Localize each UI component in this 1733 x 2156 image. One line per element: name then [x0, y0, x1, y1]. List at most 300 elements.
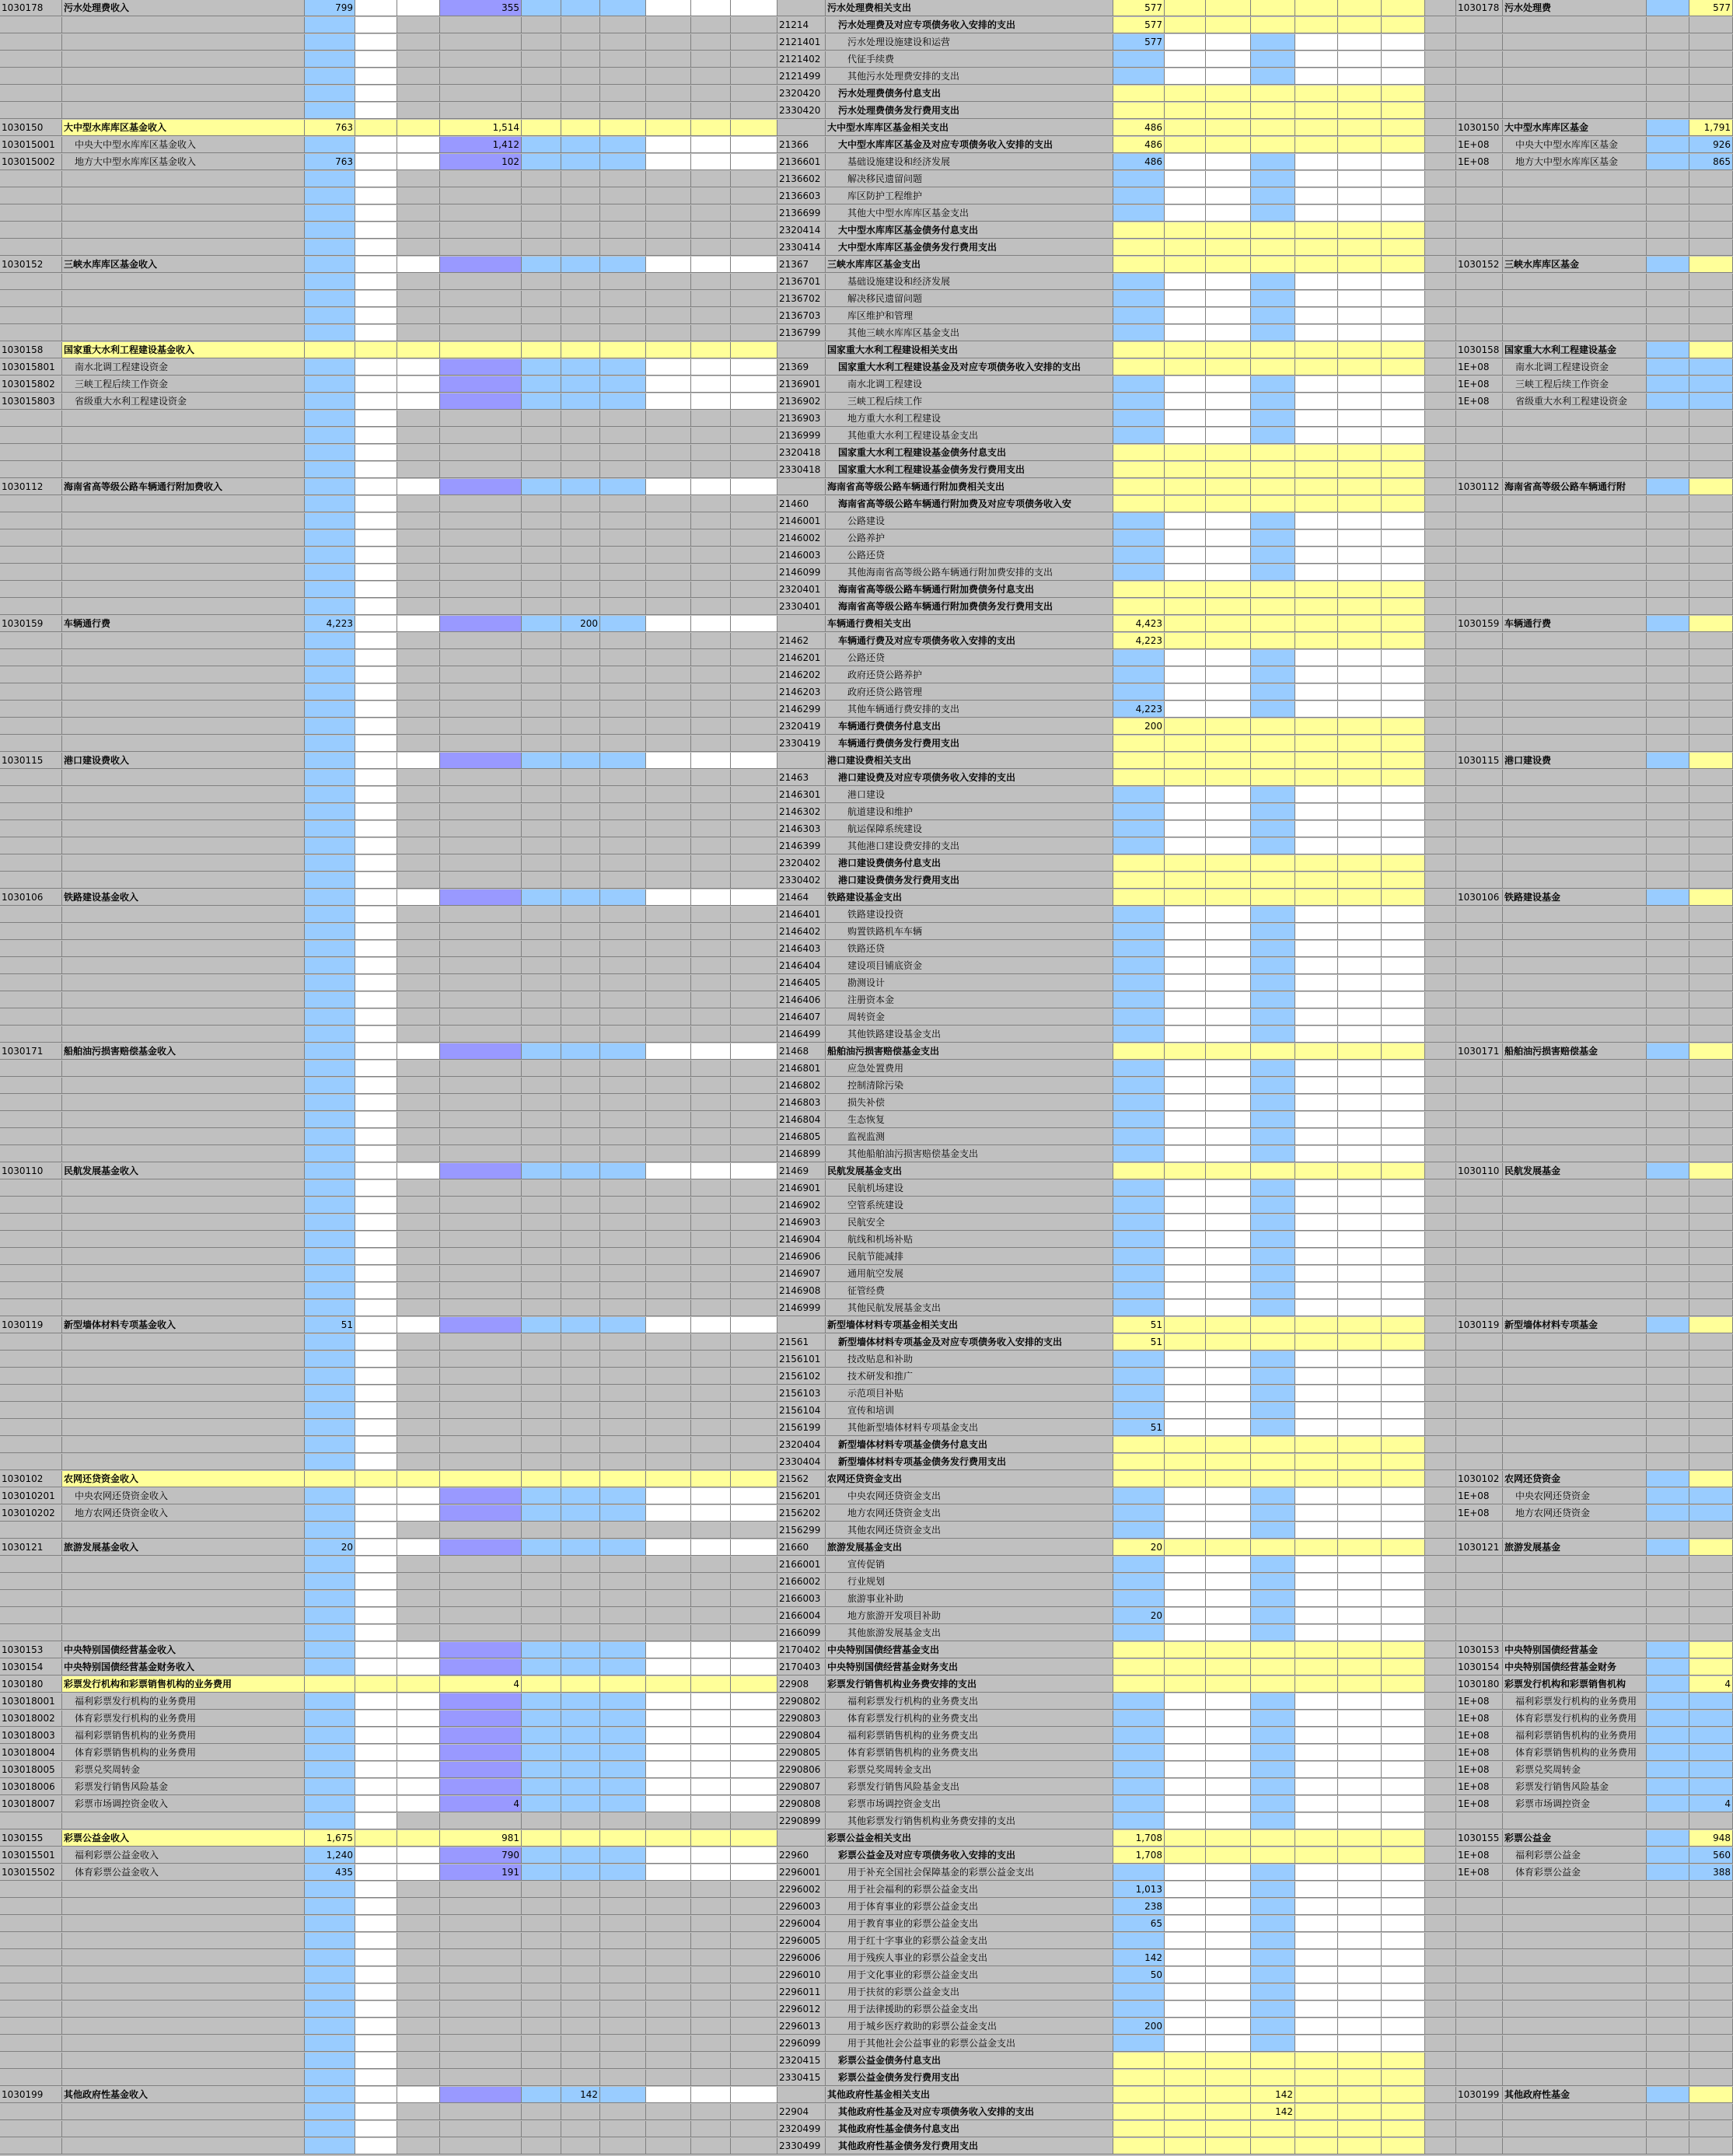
empty-cell[interactable]	[397, 1539, 440, 1556]
expense-value-cell[interactable]	[1251, 257, 1295, 273]
income-value-cell[interactable]	[440, 975, 522, 991]
income-value-cell[interactable]	[561, 205, 600, 222]
fund-name-cell[interactable]	[1503, 1300, 1647, 1316]
empty-cell[interactable]	[1165, 1933, 1206, 1949]
empty-cell[interactable]	[1295, 1334, 1338, 1351]
empty-cell[interactable]	[1382, 2138, 1425, 2154]
empty-cell[interactable]	[731, 68, 777, 85]
empty-cell[interactable]	[522, 1728, 561, 1744]
empty-cell[interactable]	[731, 445, 777, 461]
fund-name-cell[interactable]: 体育彩票销售机构的业务费用	[1503, 1745, 1647, 1761]
empty-cell[interactable]	[1295, 1129, 1338, 1145]
expense-value-cell[interactable]	[1251, 530, 1295, 547]
expense-value-cell[interactable]	[1113, 222, 1165, 239]
empty-cell[interactable]	[397, 770, 440, 786]
empty-cell[interactable]	[1382, 1745, 1425, 1761]
empty-cell[interactable]	[646, 1266, 691, 1282]
income-value-cell[interactable]	[355, 2001, 397, 2018]
empty-cell[interactable]	[1647, 411, 1689, 427]
empty-cell[interactable]	[646, 2138, 691, 2154]
empty-cell[interactable]	[646, 103, 691, 119]
fund-name-cell[interactable]	[1503, 1899, 1647, 1915]
income-value-cell[interactable]	[305, 1693, 355, 1710]
income-value-cell[interactable]: 1,412	[440, 137, 522, 153]
income-value-cell[interactable]	[355, 1471, 397, 1487]
income-name-cell[interactable]	[62, 2001, 305, 2018]
empty-cell[interactable]	[731, 992, 777, 1008]
income-value-cell[interactable]	[305, 1368, 355, 1385]
empty-cell[interactable]	[1425, 889, 1456, 906]
fund-code-cell[interactable]: 1E+08	[1456, 1779, 1503, 1795]
empty-cell[interactable]	[691, 941, 731, 957]
empty-cell[interactable]	[731, 239, 777, 256]
expense-code-cell[interactable]: 2146906	[777, 1249, 826, 1265]
empty-cell[interactable]	[1338, 2053, 1382, 2069]
empty-cell[interactable]	[600, 2121, 646, 2137]
expense-value-cell[interactable]	[1113, 1454, 1165, 1470]
income-value-cell[interactable]	[355, 222, 397, 239]
income-name-cell[interactable]	[62, 2053, 305, 2069]
expense-value-cell[interactable]	[1113, 1710, 1165, 1727]
expense-name-cell[interactable]: 其他大中型水库库区基金支出	[826, 205, 1113, 222]
expense-name-cell[interactable]: 大中型水库库区基金及对应专项债务收入安排的支出	[826, 137, 1113, 153]
expense-value-cell[interactable]	[1251, 1112, 1295, 1128]
fund-value-cell[interactable]	[1689, 1693, 1733, 1710]
expense-value-cell[interactable]	[1113, 445, 1165, 461]
empty-cell[interactable]	[522, 2087, 561, 2103]
empty-cell[interactable]	[1165, 889, 1206, 906]
income-code-cell[interactable]	[0, 650, 62, 666]
income-value-cell[interactable]	[355, 34, 397, 51]
empty-cell[interactable]	[1382, 137, 1425, 153]
empty-cell[interactable]	[691, 393, 731, 410]
income-code-cell[interactable]	[0, 2104, 62, 2120]
expense-value-cell[interactable]	[1251, 17, 1295, 33]
empty-cell[interactable]	[646, 2104, 691, 2120]
fund-value-cell[interactable]	[1689, 513, 1733, 529]
expense-value-cell[interactable]: 65	[1113, 1916, 1165, 1932]
income-code-cell[interactable]	[0, 1591, 62, 1607]
empty-cell[interactable]	[1165, 2018, 1206, 2035]
empty-cell[interactable]	[1425, 1009, 1456, 1026]
empty-cell[interactable]	[1425, 1693, 1456, 1710]
empty-cell[interactable]	[1206, 1796, 1251, 1812]
empty-cell[interactable]	[731, 1557, 777, 1573]
empty-cell[interactable]	[600, 564, 646, 581]
income-value-cell[interactable]	[440, 770, 522, 786]
income-value-cell[interactable]	[440, 291, 522, 307]
empty-cell[interactable]	[1206, 325, 1251, 341]
income-value-cell[interactable]	[305, 1163, 355, 1179]
income-code-cell[interactable]	[0, 1061, 62, 1077]
income-name-cell[interactable]	[62, 701, 305, 718]
expense-code-cell[interactable]: 2296003	[777, 1899, 826, 1915]
fund-code-cell[interactable]	[1456, 1882, 1503, 1898]
empty-cell[interactable]	[646, 239, 691, 256]
income-value-cell[interactable]	[440, 1488, 522, 1504]
empty-cell[interactable]	[1647, 787, 1689, 803]
empty-cell[interactable]	[600, 1899, 646, 1915]
expense-value-cell[interactable]	[1251, 1471, 1295, 1487]
expense-value-cell[interactable]	[1251, 2035, 1295, 2052]
empty-cell[interactable]	[600, 308, 646, 324]
income-value-cell[interactable]	[355, 650, 397, 666]
empty-cell[interactable]	[1206, 308, 1251, 324]
empty-cell[interactable]	[1647, 376, 1689, 393]
income-value-cell[interactable]	[305, 2121, 355, 2137]
empty-cell[interactable]	[600, 2104, 646, 2120]
income-value-cell[interactable]	[561, 17, 600, 33]
expense-name-cell[interactable]: 铁路建设投资	[826, 907, 1113, 923]
empty-cell[interactable]	[691, 1557, 731, 1573]
fund-name-cell[interactable]	[1503, 325, 1647, 341]
empty-cell[interactable]	[731, 787, 777, 803]
empty-cell[interactable]	[1338, 103, 1382, 119]
empty-cell[interactable]	[1295, 1214, 1338, 1231]
empty-cell[interactable]	[1295, 1454, 1338, 1470]
empty-cell[interactable]	[1165, 1026, 1206, 1043]
income-value-cell[interactable]	[561, 1762, 600, 1778]
empty-cell[interactable]	[731, 1232, 777, 1248]
expense-value-cell[interactable]	[1113, 1659, 1165, 1676]
empty-cell[interactable]	[691, 1026, 731, 1043]
expense-name-cell[interactable]: 用于城乡医疗救助的彩票公益金支出	[826, 2018, 1113, 2035]
empty-cell[interactable]	[1425, 1180, 1456, 1197]
empty-cell[interactable]	[1647, 462, 1689, 478]
fund-name-cell[interactable]	[1503, 188, 1647, 204]
expense-value-cell[interactable]	[1251, 1351, 1295, 1368]
expense-code-cell[interactable]: 2156299	[777, 1522, 826, 1539]
fund-value-cell[interactable]	[1689, 86, 1733, 102]
empty-cell[interactable]	[691, 239, 731, 256]
empty-cell[interactable]	[1382, 154, 1425, 170]
empty-cell[interactable]	[522, 2053, 561, 2069]
empty-cell[interactable]	[1382, 2001, 1425, 2018]
income-name-cell[interactable]	[62, 667, 305, 683]
fund-name-cell[interactable]	[1503, 2035, 1647, 2052]
empty-cell[interactable]	[1165, 2138, 1206, 2154]
fund-name-cell[interactable]	[1503, 291, 1647, 307]
empty-cell[interactable]	[1382, 1608, 1425, 1624]
income-code-cell[interactable]	[0, 1214, 62, 1231]
empty-cell[interactable]	[1165, 1625, 1206, 1641]
empty-cell[interactable]	[1425, 1334, 1456, 1351]
expense-name-cell[interactable]: 技术研发和推广	[826, 1368, 1113, 1385]
empty-cell[interactable]	[522, 992, 561, 1008]
empty-cell[interactable]	[731, 359, 777, 376]
empty-cell[interactable]	[731, 1864, 777, 1881]
fund-code-cell[interactable]	[1456, 1368, 1503, 1385]
expense-name-cell[interactable]: 铁路建设基金支出	[826, 889, 1113, 906]
fund-name-cell[interactable]: 大中型水库库区基金	[1503, 120, 1647, 136]
empty-cell[interactable]	[1165, 1334, 1206, 1351]
fund-code-cell[interactable]	[1456, 1813, 1503, 1829]
income-value-cell[interactable]	[305, 1249, 355, 1265]
expense-name-cell[interactable]: 公路还贷	[826, 650, 1113, 666]
expense-code-cell[interactable]: 2330418	[777, 462, 826, 478]
empty-cell[interactable]	[1425, 2087, 1456, 2103]
empty-cell[interactable]	[731, 1608, 777, 1624]
empty-cell[interactable]	[691, 1163, 731, 1179]
empty-cell[interactable]	[1206, 1368, 1251, 1385]
expense-value-cell[interactable]	[1251, 1625, 1295, 1641]
expense-code-cell[interactable]: 2146902	[777, 1197, 826, 1214]
empty-cell[interactable]	[600, 1026, 646, 1043]
expense-code-cell[interactable]: 2320404	[777, 1437, 826, 1453]
empty-cell[interactable]	[731, 872, 777, 889]
income-value-cell[interactable]	[355, 1403, 397, 1419]
empty-cell[interactable]	[1338, 393, 1382, 410]
empty-cell[interactable]	[646, 1112, 691, 1128]
empty-cell[interactable]	[1338, 718, 1382, 735]
expense-value-cell[interactable]	[1113, 239, 1165, 256]
income-code-cell[interactable]	[0, 222, 62, 239]
income-value-cell[interactable]	[440, 1574, 522, 1590]
empty-cell[interactable]	[1206, 291, 1251, 307]
fund-value-cell[interactable]	[1689, 616, 1733, 632]
fund-code-cell[interactable]: 1E+08	[1456, 1728, 1503, 1744]
expense-name-cell[interactable]: 其他民航发展基金支出	[826, 1300, 1113, 1316]
empty-cell[interactable]	[1206, 530, 1251, 547]
income-code-cell[interactable]: 1030119	[0, 1317, 62, 1333]
fund-name-cell[interactable]	[1503, 274, 1647, 290]
empty-cell[interactable]	[691, 1249, 731, 1265]
income-value-cell[interactable]	[355, 1539, 397, 1556]
income-value-cell[interactable]	[561, 2053, 600, 2069]
expense-value-cell[interactable]	[1251, 1300, 1295, 1316]
empty-cell[interactable]	[522, 564, 561, 581]
income-code-cell[interactable]	[0, 684, 62, 701]
expense-code-cell[interactable]: 21214	[777, 17, 826, 33]
empty-cell[interactable]	[646, 1745, 691, 1761]
income-value-cell[interactable]	[440, 1728, 522, 1744]
income-value-cell[interactable]	[355, 205, 397, 222]
income-value-cell[interactable]	[305, 838, 355, 854]
empty-cell[interactable]	[1425, 547, 1456, 564]
fund-value-cell[interactable]	[1689, 1403, 1733, 1419]
empty-cell[interactable]	[646, 137, 691, 153]
expense-value-cell[interactable]	[1113, 1693, 1165, 1710]
empty-cell[interactable]	[1165, 1283, 1206, 1299]
expense-code-cell[interactable]: 2166003	[777, 1591, 826, 1607]
empty-cell[interactable]	[1165, 1197, 1206, 1214]
empty-cell[interactable]	[522, 239, 561, 256]
expense-name-cell[interactable]: 库区维护和管理	[826, 308, 1113, 324]
fund-code-cell[interactable]: 1E+08	[1456, 1762, 1503, 1778]
empty-cell[interactable]	[646, 1488, 691, 1504]
empty-cell[interactable]	[522, 667, 561, 683]
empty-cell[interactable]	[600, 2070, 646, 2086]
expense-name-cell[interactable]: 示范项目补贴	[826, 1386, 1113, 1402]
empty-cell[interactable]	[1382, 1522, 1425, 1539]
income-value-cell[interactable]	[561, 51, 600, 68]
income-value-cell[interactable]	[440, 68, 522, 85]
income-value-cell[interactable]	[305, 291, 355, 307]
empty-cell[interactable]	[1295, 1813, 1338, 1829]
income-value-cell[interactable]	[440, 1266, 522, 1282]
empty-cell[interactable]	[1382, 1505, 1425, 1522]
empty-cell[interactable]	[1382, 2121, 1425, 2137]
income-code-cell[interactable]	[0, 1557, 62, 1573]
empty-cell[interactable]	[397, 2138, 440, 2154]
fund-value-cell[interactable]	[1689, 359, 1733, 376]
empty-cell[interactable]	[1165, 154, 1206, 170]
empty-cell[interactable]	[691, 958, 731, 974]
empty-cell[interactable]	[600, 650, 646, 666]
expense-value-cell[interactable]	[1113, 770, 1165, 786]
empty-cell[interactable]	[731, 1009, 777, 1026]
fund-code-cell[interactable]	[1456, 1574, 1503, 1590]
empty-cell[interactable]	[1295, 1984, 1338, 2001]
fund-code-cell[interactable]	[1456, 1078, 1503, 1094]
empty-cell[interactable]	[691, 1232, 731, 1248]
empty-cell[interactable]	[522, 1129, 561, 1145]
empty-cell[interactable]	[1295, 701, 1338, 718]
fund-value-cell[interactable]	[1689, 2087, 1733, 2103]
income-value-cell[interactable]	[440, 872, 522, 889]
empty-cell[interactable]	[1382, 1266, 1425, 1282]
income-value-cell[interactable]	[440, 1078, 522, 1094]
empty-cell[interactable]	[1338, 1043, 1382, 1060]
empty-cell[interactable]	[1206, 1078, 1251, 1094]
expense-value-cell[interactable]: 4,223	[1113, 633, 1165, 649]
empty-cell[interactable]	[646, 1642, 691, 1658]
empty-cell[interactable]	[522, 958, 561, 974]
expense-value-cell[interactable]	[1113, 308, 1165, 324]
empty-cell[interactable]	[1425, 239, 1456, 256]
empty-cell[interactable]	[1647, 1095, 1689, 1111]
income-value-cell[interactable]	[355, 855, 397, 872]
empty-cell[interactable]	[731, 1539, 777, 1556]
empty-cell[interactable]	[522, 1693, 561, 1710]
expense-value-cell[interactable]	[1251, 376, 1295, 393]
fund-code-cell[interactable]: 1030121	[1456, 1539, 1503, 1556]
empty-cell[interactable]	[1647, 2121, 1689, 2137]
empty-cell[interactable]	[1295, 975, 1338, 991]
expense-value-cell[interactable]	[1251, 222, 1295, 239]
empty-cell[interactable]	[522, 342, 561, 358]
expense-code-cell[interactable]: 2146003	[777, 547, 826, 564]
fund-value-cell[interactable]	[1689, 1317, 1733, 1333]
income-value-cell[interactable]	[561, 1112, 600, 1128]
empty-cell[interactable]	[1647, 239, 1689, 256]
income-value-cell[interactable]	[440, 1009, 522, 1026]
empty-cell[interactable]	[397, 787, 440, 803]
expense-value-cell[interactable]	[1251, 1437, 1295, 1453]
empty-cell[interactable]	[1382, 1437, 1425, 1453]
empty-cell[interactable]	[522, 633, 561, 649]
empty-cell[interactable]	[1165, 1676, 1206, 1693]
empty-cell[interactable]	[1295, 1916, 1338, 1932]
expense-code-cell[interactable]: 2330414	[777, 239, 826, 256]
income-name-cell[interactable]	[62, 188, 305, 204]
empty-cell[interactable]	[1425, 1232, 1456, 1248]
empty-cell[interactable]	[1382, 1830, 1425, 1847]
expense-value-cell[interactable]	[1251, 137, 1295, 153]
income-code-cell[interactable]	[0, 667, 62, 683]
income-name-cell[interactable]	[62, 1916, 305, 1932]
empty-cell[interactable]	[1425, 205, 1456, 222]
expense-value-cell[interactable]: 142	[1251, 2087, 1295, 2103]
expense-value-cell[interactable]	[1251, 51, 1295, 68]
empty-cell[interactable]	[522, 1574, 561, 1590]
empty-cell[interactable]	[1338, 1847, 1382, 1864]
empty-cell[interactable]	[646, 2121, 691, 2137]
empty-cell[interactable]	[1425, 1420, 1456, 1436]
empty-cell[interactable]	[1295, 1368, 1338, 1385]
empty-cell[interactable]	[731, 1163, 777, 1179]
expense-value-cell[interactable]	[1251, 650, 1295, 666]
expense-name-cell[interactable]: 体育彩票销售机构的业务费支出	[826, 1745, 1113, 1761]
income-value-cell[interactable]	[561, 1488, 600, 1504]
empty-cell[interactable]	[1382, 547, 1425, 564]
empty-cell[interactable]	[646, 120, 691, 136]
income-value-cell[interactable]	[355, 1214, 397, 1231]
income-value-cell[interactable]	[355, 1762, 397, 1778]
empty-cell[interactable]	[691, 838, 731, 854]
fund-name-cell[interactable]: 民航发展基金	[1503, 1163, 1647, 1179]
income-value-cell[interactable]	[561, 1659, 600, 1676]
empty-cell[interactable]	[646, 1334, 691, 1351]
empty-cell[interactable]	[1425, 1608, 1456, 1624]
empty-cell[interactable]	[646, 1129, 691, 1145]
expense-value-cell[interactable]	[1251, 1830, 1295, 1847]
empty-cell[interactable]	[1382, 1728, 1425, 1744]
income-name-cell[interactable]	[62, 2035, 305, 2052]
income-code-cell[interactable]	[0, 205, 62, 222]
empty-cell[interactable]	[1338, 86, 1382, 102]
expense-name-cell[interactable]: 彩票公益金债务发行费用支出	[826, 2070, 1113, 2086]
empty-cell[interactable]	[1165, 1386, 1206, 1402]
income-code-cell[interactable]: 1030110	[0, 1163, 62, 1179]
empty-cell[interactable]	[1165, 205, 1206, 222]
empty-cell[interactable]	[1206, 445, 1251, 461]
fund-name-cell[interactable]	[1503, 1625, 1647, 1641]
income-value-cell[interactable]	[440, 1403, 522, 1419]
empty-cell[interactable]	[522, 1505, 561, 1522]
empty-cell[interactable]	[1382, 804, 1425, 820]
income-value-cell[interactable]	[355, 582, 397, 598]
empty-cell[interactable]	[691, 599, 731, 615]
fund-name-cell[interactable]	[1503, 582, 1647, 598]
empty-cell[interactable]	[1382, 667, 1425, 683]
income-value-cell[interactable]	[440, 2070, 522, 2086]
fund-value-cell[interactable]	[1689, 496, 1733, 512]
empty-cell[interactable]	[600, 736, 646, 752]
empty-cell[interactable]	[646, 1283, 691, 1299]
expense-value-cell[interactable]	[1113, 1676, 1165, 1693]
fund-code-cell[interactable]	[1456, 564, 1503, 581]
empty-cell[interactable]	[1206, 17, 1251, 33]
income-value-cell[interactable]	[305, 445, 355, 461]
empty-cell[interactable]	[691, 1505, 731, 1522]
expense-code-cell[interactable]: 21464	[777, 889, 826, 906]
fund-code-cell[interactable]	[1456, 17, 1503, 33]
empty-cell[interactable]	[522, 120, 561, 136]
fund-name-cell[interactable]	[1503, 1813, 1647, 1829]
empty-cell[interactable]	[731, 1266, 777, 1282]
empty-cell[interactable]	[646, 1214, 691, 1231]
income-value-cell[interactable]	[561, 2121, 600, 2137]
empty-cell[interactable]	[691, 1214, 731, 1231]
empty-cell[interactable]	[1338, 445, 1382, 461]
expense-name-cell[interactable]: 港口建设费相关支出	[826, 753, 1113, 769]
income-code-cell[interactable]	[0, 599, 62, 615]
empty-cell[interactable]	[1425, 1933, 1456, 1949]
empty-cell[interactable]	[1425, 1967, 1456, 1983]
empty-cell[interactable]	[731, 684, 777, 701]
income-value-cell[interactable]	[440, 736, 522, 752]
